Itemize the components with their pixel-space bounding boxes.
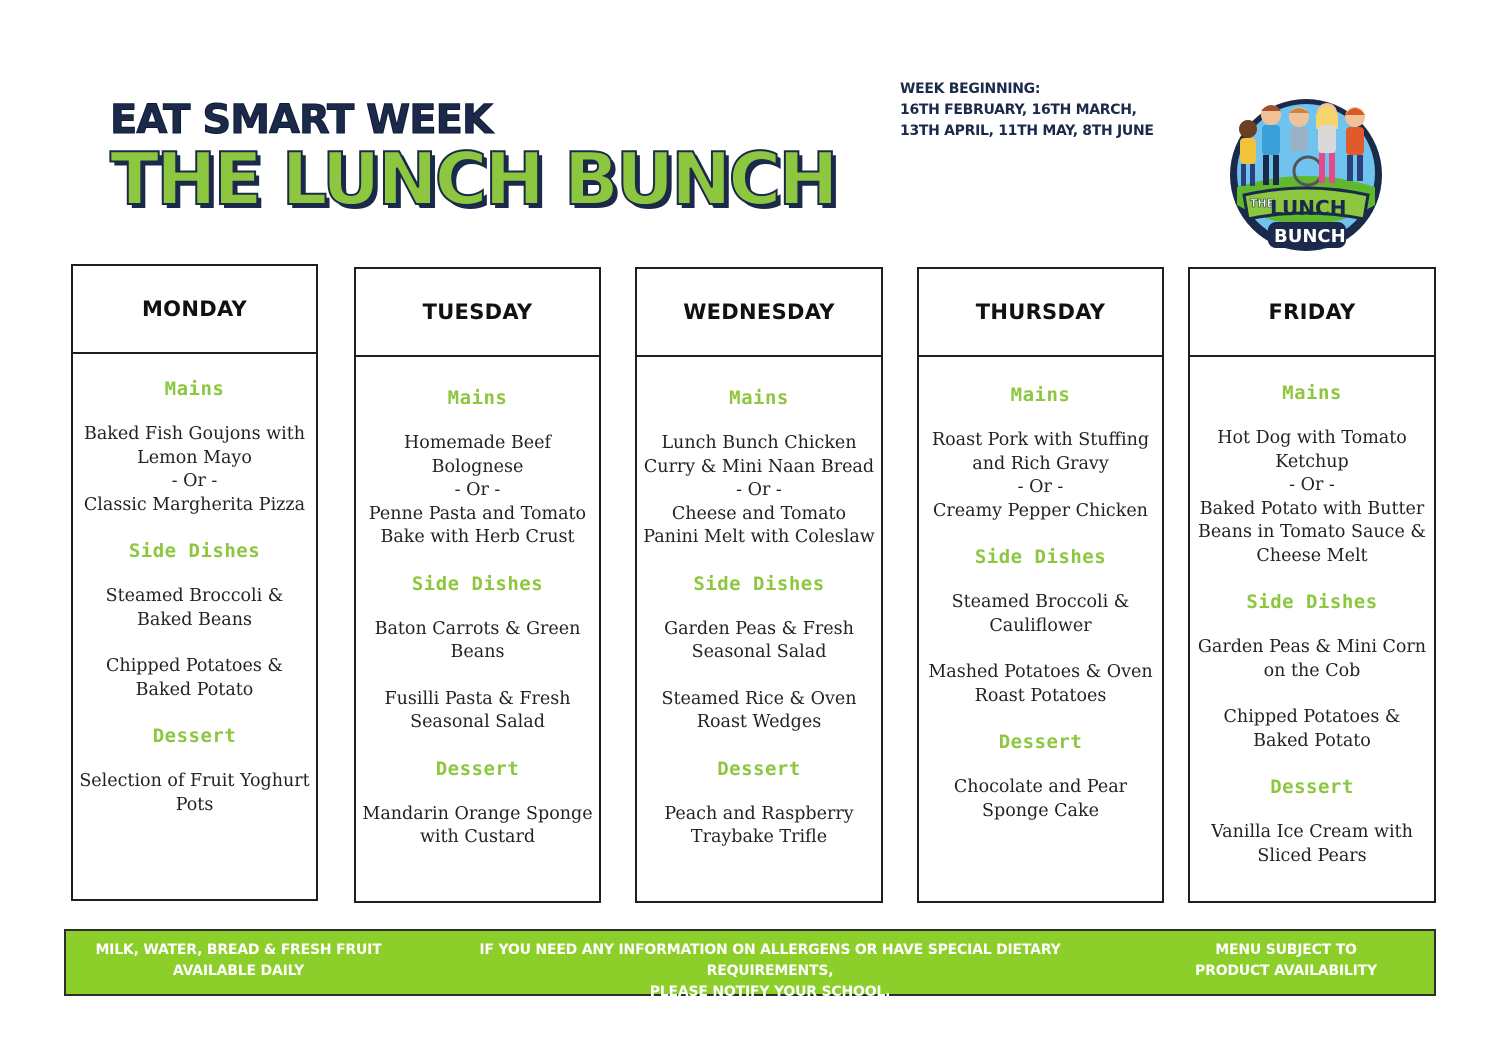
main-option-2: Penne Pasta and Tomato Bake with Herb Crust <box>368 503 587 547</box>
dessert-item: Vanilla Ice Cream with Sliced Pears <box>1211 822 1413 866</box>
mains-heading: Mains <box>164 378 225 400</box>
week-dates-line-1: 16TH FEBRUARY, 16TH MARCH, <box>900 102 1137 118</box>
day-menu <box>1190 357 1434 868</box>
main-option-1: Lunch Bunch Chicken Curry & Mini Naan Bread <box>643 433 875 477</box>
dessert-item: Selection of Fruit Yoghurt Pots <box>79 771 310 815</box>
dessert-item: Chocolate and Pear Sponge Cake <box>953 777 1128 821</box>
side-dish-1: Garden Peas & Fresh Seasonal Salad <box>664 618 854 662</box>
footer-center-line-1: IF YOU NEED ANY INFORMATION ON ALLERGENS OR HAVE SPECIAL DIETARY REQUIREMENTS, <box>479 942 1061 979</box>
dessert-heading: Dessert <box>717 757 801 780</box>
side-dishes-heading: Side Dishes <box>1246 591 1378 613</box>
week-beginning-info <box>900 79 1154 142</box>
side-dish-2: Fusilli Pasta & Fresh Seasonal Salad <box>384 688 571 732</box>
day-header <box>919 269 1162 357</box>
side-dishes-heading: Side Dishes <box>693 572 825 595</box>
dessert-heading: Dessert <box>152 725 237 747</box>
side-dishes-heading: Side Dishes <box>128 540 261 562</box>
day-header <box>1190 269 1434 357</box>
day-name: FRIDAY <box>1268 300 1356 324</box>
logo-text-ea-catering: ea catering <box>1322 247 1357 254</box>
mains-options <box>1196 427 1428 568</box>
logo-text-lunch: LUNCH <box>1270 196 1347 220</box>
title-block <box>110 97 836 221</box>
dessert-item: Mandarin Orange Sponge with Custard <box>362 803 593 847</box>
main-option-2: Creamy Pepper Chicken <box>933 500 1148 521</box>
day-name: THURSDAY <box>975 300 1106 324</box>
side-dishes-heading: Side Dishes <box>411 572 544 595</box>
footer-availability-note <box>1176 940 1396 982</box>
day-header <box>73 266 316 354</box>
day-menu <box>637 357 881 850</box>
week-dates-line-2: 13TH APRIL, 11TH MAY, 8TH JUNE <box>900 123 1154 139</box>
lunch-bunch-logo <box>1226 95 1386 257</box>
main-option-2: Baked Potato with Butter Beans in Tomato Sauce & Cheese Melt <box>1198 498 1426 566</box>
footer-banner <box>64 929 1436 1000</box>
or-separator: - Or - <box>171 471 218 491</box>
main-option-1: Hot Dog with Tomato Ketchup <box>1217 428 1407 472</box>
dessert-heading: Dessert <box>998 731 1083 753</box>
side-dish-1: Steamed Broccoli & Cauliflower <box>951 592 1130 636</box>
menu-title: THE LUNCH BUNCH <box>110 137 836 221</box>
dessert-heading: Dessert <box>1270 776 1354 798</box>
mains-options <box>362 432 593 550</box>
footer-allergen-notice <box>416 940 1124 1003</box>
footer-center-line-2: PLEASE NOTIFY YOUR SCHOOL. <box>649 984 891 1000</box>
day-column-thursday <box>917 267 1164 903</box>
day-column-tuesday <box>354 267 601 903</box>
day-name: TUESDAY <box>422 300 533 324</box>
side-dish-2: Chipped Potatoes & Baked Potato <box>1223 707 1401 751</box>
main-option-1: Baked Fish Goujons with Lemon Mayo <box>83 424 305 468</box>
main-option-1: Homemade Beef Bolognese <box>404 433 551 477</box>
footer-daily-items <box>86 940 391 982</box>
main-option-1: Roast Pork with Stuffing and Rich Gravy <box>931 430 1150 474</box>
main-option-2: Cheese and Tomato Panini Melt with Coleslaw <box>643 503 875 547</box>
day-header <box>356 269 599 357</box>
day-menu <box>356 357 599 850</box>
day-header <box>637 269 881 357</box>
logo-text-bunch: BUNCH <box>1274 226 1346 247</box>
menu-subtitle: EAT SMART WEEK <box>110 97 492 143</box>
dessert-heading: Dessert <box>435 757 520 780</box>
footer-right-line-1: MENU SUBJECT TO <box>1215 942 1357 958</box>
day-column-monday <box>71 264 318 901</box>
mains-heading: Mains <box>1010 384 1071 406</box>
side-dish-2: Steamed Rice & Oven Roast Wedges <box>661 688 857 732</box>
side-dish-2: Mashed Potatoes & Oven Roast Potatoes <box>928 662 1153 706</box>
main-option-2: Classic Margherita Pizza <box>83 494 306 515</box>
day-menu <box>73 354 316 817</box>
or-separator: - Or - <box>736 480 782 500</box>
or-separator: - Or - <box>1289 475 1335 495</box>
day-name: MONDAY <box>141 297 247 321</box>
footer-left-line-1: MILK, WATER, BREAD & FRESH FRUIT <box>95 942 382 958</box>
mains-heading: Mains <box>1282 382 1342 404</box>
side-dish-1: Steamed Broccoli & Baked Beans <box>105 586 284 630</box>
or-separator: - Or - <box>1017 477 1064 497</box>
side-dishes-heading: Side Dishes <box>974 546 1107 568</box>
side-dish-1: Baton Carrots & Green Beans <box>374 618 581 662</box>
mains-options <box>925 429 1156 523</box>
day-column-friday <box>1188 267 1436 903</box>
mains-heading: Mains <box>447 387 508 409</box>
dessert-item: Peach and Raspberry Traybake Trifle <box>664 803 854 847</box>
footer-left-line-2: AVAILABLE DAILY <box>172 963 305 979</box>
day-menu <box>919 357 1162 823</box>
mains-heading: Mains <box>729 387 789 409</box>
or-separator: - Or - <box>454 480 501 500</box>
side-dish-2: Chipped Potatoes & Baked Potato <box>106 656 283 700</box>
mains-options <box>643 432 875 550</box>
logo-text-the: THE <box>1250 197 1275 210</box>
day-column-wednesday <box>635 267 883 903</box>
side-dish-1: Garden Peas & Mini Corn on the Cob <box>1197 637 1427 681</box>
mains-options <box>79 423 310 517</box>
footer-right-line-2: PRODUCT AVAILABILITY <box>1195 963 1377 979</box>
day-name: WEDNESDAY <box>683 300 835 324</box>
week-label: WEEK BEGINNING: <box>900 81 1041 97</box>
